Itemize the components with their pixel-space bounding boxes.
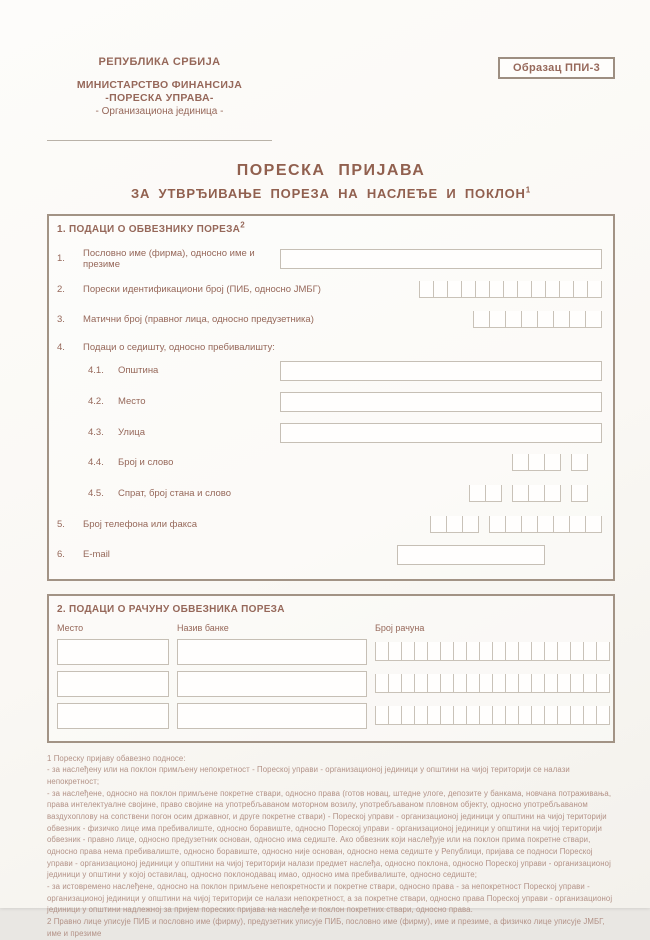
digit-cell[interactable] [414, 642, 428, 661]
digit-cell[interactable] [537, 311, 554, 328]
digit-cell[interactable] [492, 674, 506, 693]
column-header-place: Место [57, 622, 84, 633]
form-title: ПОРЕСКА ПРИЈАВА [236, 161, 426, 179]
digit-cell[interactable] [553, 516, 570, 533]
footnote-line: - за наслеђену или на поклон примљену непокретност - Пореској управи - организационој јединици у општини на чијој територији се налази непокретност; [47, 765, 570, 786]
digit-cell[interactable] [489, 281, 504, 298]
opstina-label: Општина [118, 365, 159, 376]
digit-cell[interactable] [466, 642, 480, 661]
digit-cell[interactable] [489, 516, 506, 533]
footnotes-block [47, 753, 615, 940]
telefon-digit-boxes [430, 516, 602, 533]
digit-cell[interactable] [585, 311, 602, 328]
row-opstina [57, 361, 602, 381]
digit-cell[interactable] [466, 674, 480, 693]
row-business-name [57, 248, 602, 270]
row-number: 1. [57, 253, 65, 264]
digit-cell[interactable] [521, 516, 538, 533]
section-account-data [47, 594, 615, 743]
opstina-field[interactable] [280, 361, 602, 381]
digit-cell[interactable] [570, 642, 584, 661]
telefon-label: Број телефона или факса [83, 518, 198, 530]
digit-cell[interactable] [505, 642, 519, 661]
digit-cell-group [473, 311, 602, 328]
digit-cell[interactable] [537, 516, 554, 533]
digit-cell[interactable] [469, 485, 486, 502]
digit-cell[interactable] [531, 281, 546, 298]
digit-cell[interactable] [466, 706, 480, 725]
place-field[interactable] [57, 639, 169, 665]
digit-cell[interactable] [557, 706, 571, 725]
footnote-line: 2 Правно лице уписује ПИБ и пословно име (фирму), предузетник уписује ПИБ, пословно име (фирму), име и презиме, а физичко лице уписује ЈМБГ, име и презиме [47, 917, 605, 938]
digit-cell[interactable] [485, 485, 502, 502]
mesto-label: Место [118, 396, 146, 407]
digit-cell[interactable] [446, 516, 463, 533]
digit-cell[interactable] [401, 674, 415, 693]
row-pib [57, 281, 602, 298]
section1-title [57, 220, 602, 235]
row-number: 4.4. [88, 456, 104, 468]
digit-cell[interactable] [453, 706, 467, 725]
digit-cell[interactable] [473, 311, 490, 328]
email-label: E-mail [83, 549, 110, 560]
place-field[interactable] [57, 703, 169, 729]
digit-cell[interactable] [531, 642, 545, 661]
place-field[interactable] [57, 671, 169, 697]
org-unit-write-in-line[interactable] [47, 139, 272, 141]
account-number-digit-boxes [375, 642, 610, 661]
digit-cell[interactable] [492, 706, 506, 725]
digit-cell[interactable] [479, 642, 493, 661]
issuer-country: РЕПУБЛИКА СРБИЈА [98, 56, 221, 68]
row-broj-i-slovo [57, 454, 602, 471]
digit-cell[interactable] [505, 516, 522, 533]
digit-cell-group [512, 454, 561, 471]
email-field[interactable] [397, 545, 545, 565]
digit-cell-group [419, 281, 602, 298]
digit-cell[interactable] [388, 674, 402, 693]
digit-cell[interactable] [375, 642, 389, 661]
issuer-block [47, 56, 272, 141]
business-name-field[interactable] [280, 249, 602, 269]
digit-cell[interactable] [461, 281, 476, 298]
row-number: 4.2. [88, 396, 104, 407]
bank-field[interactable] [177, 671, 367, 697]
row-number: 4.1. [88, 365, 104, 376]
account-table [57, 621, 602, 729]
digit-cell[interactable] [557, 674, 571, 693]
digit-cell-group [489, 516, 602, 533]
digit-cell-group [571, 454, 588, 471]
ulica-label: Улица [118, 427, 145, 438]
broj-i-slovo-digit-boxes [512, 454, 588, 471]
digit-cell[interactable] [427, 674, 441, 693]
digit-cell[interactable] [453, 642, 467, 661]
digit-cell[interactable] [433, 281, 448, 298]
digit-cell[interactable] [505, 311, 522, 328]
digit-cell[interactable] [375, 674, 389, 693]
row-ulica [57, 423, 602, 443]
digit-cell[interactable] [559, 281, 574, 298]
digit-cell[interactable] [427, 706, 441, 725]
digit-cell[interactable] [544, 642, 558, 661]
row-number: 2. [57, 283, 65, 295]
footnote-line: - за истовремено наслеђене, односно на поклон примљене непокретности и покретне ствари, односно права - за непокретност Пореској управи - организационој јединици у општини на чијој територији се налази непокретност, а за покретне ствари, односно права Пореској управи - организационој јединици у општини надлежној за пријем пореских пријава на наслеђе и поклон покретних ствари, односно права. [47, 882, 613, 915]
digit-cell[interactable] [479, 674, 493, 693]
digit-cell[interactable] [505, 706, 519, 725]
digit-cell[interactable] [518, 674, 532, 693]
row-number: 4. [57, 341, 65, 353]
maticni-broj-label: Матични број (правног лица, односно предузетника) [83, 313, 314, 325]
form-subtitle-text: ЗА УТВРЂИВАЊЕ ПОРЕЗА НА НАСЛЕЂЕ И ПОКЛОН [131, 185, 526, 201]
sprat-stan-slovo-label: Спрат, број стана и слово [118, 487, 231, 499]
broj-i-slovo-label: Број и слово [118, 456, 174, 468]
digit-cell[interactable] [440, 706, 454, 725]
digit-cell[interactable] [375, 706, 389, 725]
ulica-field[interactable] [280, 423, 602, 443]
digit-cell[interactable] [596, 642, 610, 661]
digit-cell-group [375, 674, 610, 693]
row-number: 4.3. [88, 427, 104, 438]
digit-cell[interactable] [596, 674, 610, 693]
business-name-label: Пословно име (фирма), односно име и презиме [83, 247, 255, 270]
digit-cell[interactable] [427, 642, 441, 661]
row-residence-header [57, 342, 602, 353]
digit-cell[interactable] [545, 281, 560, 298]
digit-cell[interactable] [430, 516, 447, 533]
issuer-org-unit: - Организациона јединица - [95, 106, 224, 117]
digit-cell-group [430, 516, 479, 533]
digit-cell[interactable] [528, 485, 545, 502]
digit-cell[interactable] [544, 485, 561, 502]
digit-cell[interactable] [518, 642, 532, 661]
account-number-digit-boxes [375, 706, 610, 725]
digit-cell[interactable] [505, 674, 519, 693]
digit-cell[interactable] [419, 281, 434, 298]
column-header-account: Број рачуна [375, 622, 425, 633]
footnote-line: - за наслеђене, односно на поклон примљене покретне ствари, односно права (готов новац, штедне улоге, депозите у банкама, новчана потраживања, права интелектуалне својине, право својине на употребљаваном моторном возилу, употребљаваном пловном објекту, односно употребљаваном ваздухоплову на сопствени погон осим државног, и друге покретне ствари) - Пореској управи - организационој јединици у општини на чијој територији обвезник - физичко лице има пребивалиште, односно боравиште, односно Пореској управи - организационој јединици у општини на чијој територији обвезник - правно лице, односно предузетник основан, односно има седиште. Ако обвезник који наслеђује или на поклон прима покретне ствари, односно права нема пребивалиште, односно боравиште, односно није основан, односно нема седиште у Републици, пријава се подноси Пореској управи - организационој јединици у општини на чијој територији налази предмет наслеђа, односно поклона, односно Пореској управи - организационој јединици у општини у којој оставилац, односно поклонодавац имао, односно има пребивалиште, односно седиште; [47, 788, 612, 880]
digit-cell[interactable] [388, 706, 402, 725]
digit-cell[interactable] [571, 485, 588, 502]
digit-cell[interactable] [585, 516, 602, 533]
digit-cell[interactable] [440, 674, 454, 693]
pib-label: Порески идентификациони број (ПИБ, односно ЈМБГ) [83, 283, 321, 295]
digit-cell[interactable] [401, 706, 415, 725]
row-number: 5. [57, 518, 65, 530]
digit-cell[interactable] [517, 281, 532, 298]
digit-cell[interactable] [518, 706, 532, 725]
digit-cell[interactable] [453, 674, 467, 693]
digit-cell[interactable] [492, 642, 506, 661]
digit-cell[interactable] [531, 674, 545, 693]
sprat-stan-slovo-digit-boxes [469, 485, 588, 502]
digit-cell[interactable] [553, 311, 570, 328]
digit-cell-group [375, 706, 610, 725]
maticni-broj-digit-boxes [473, 311, 602, 328]
digit-cell[interactable] [512, 454, 529, 471]
digit-cell[interactable] [521, 311, 538, 328]
digit-cell[interactable] [544, 674, 558, 693]
digit-cell[interactable] [512, 485, 529, 502]
digit-cell-group [375, 642, 610, 661]
digit-cell-group [571, 485, 588, 502]
form-code-badge: Образац ППИ-3 [498, 57, 615, 79]
row-telefon [57, 516, 602, 533]
section-taxpayer-data [47, 214, 615, 581]
digit-cell[interactable] [528, 454, 545, 471]
row-sprat-stan-slovo [57, 485, 602, 502]
digit-cell[interactable] [414, 706, 428, 725]
digit-cell[interactable] [414, 674, 428, 693]
digit-cell[interactable] [544, 706, 558, 725]
form-header [47, 56, 615, 141]
digit-cell[interactable] [489, 311, 506, 328]
section2-title: 2. ПОДАЦИ О РАЧУНУ ОБВЕЗНИКА ПОРЕЗА [57, 603, 285, 615]
account-number-digit-boxes [375, 674, 610, 693]
digit-cell[interactable] [570, 674, 584, 693]
form-title-block [47, 162, 615, 201]
row-mesto [57, 392, 602, 412]
residence-header-label: Подаци о седишту, односно пребивалишту: [83, 341, 275, 353]
row-maticni-broj [57, 311, 602, 328]
section1-title-text: 1. ПОДАЦИ О ОБВЕЗНИКУ ПОРЕЗА [57, 223, 241, 235]
digit-cell[interactable] [531, 706, 545, 725]
row-number: 3. [57, 313, 65, 325]
digit-cell-group [512, 485, 561, 502]
footnote-ref-1: 1 [525, 185, 531, 195]
digit-cell[interactable] [388, 642, 402, 661]
digit-cell[interactable] [440, 642, 454, 661]
form-subtitle [47, 186, 615, 201]
footnote-ref-2: 2 [240, 220, 245, 230]
mesto-field[interactable] [280, 392, 602, 412]
bank-field[interactable] [177, 703, 367, 729]
digit-cell[interactable] [583, 706, 597, 725]
digit-cell[interactable] [401, 642, 415, 661]
digit-cell[interactable] [583, 674, 597, 693]
pib-digit-boxes [419, 281, 602, 298]
digit-cell[interactable] [503, 281, 518, 298]
digit-cell[interactable] [596, 706, 610, 725]
digit-cell[interactable] [462, 516, 479, 533]
digit-cell-group [469, 485, 502, 502]
row-number: 4.5. [88, 487, 104, 499]
row-number: 6. [57, 549, 65, 560]
bank-field[interactable] [177, 639, 367, 665]
digit-cell[interactable] [570, 706, 584, 725]
digit-cell[interactable] [544, 454, 561, 471]
digit-cell[interactable] [447, 281, 462, 298]
digit-cell[interactable] [475, 281, 490, 298]
digit-cell[interactable] [569, 311, 586, 328]
digit-cell[interactable] [569, 516, 586, 533]
digit-cell[interactable] [573, 281, 588, 298]
digit-cell[interactable] [571, 454, 588, 471]
issuer-ministry: МИНИСТАРСТВО ФИНАНСИЈА [76, 78, 243, 91]
digit-cell[interactable] [557, 642, 571, 661]
digit-cell[interactable] [587, 281, 602, 298]
footnote-line: 1 Пореску пријаву обавезно подносе: [47, 753, 186, 763]
issuer-tax-administration: -ПОРЕСКА УПРАВА- [105, 91, 214, 104]
digit-cell[interactable] [479, 706, 493, 725]
row-email [57, 545, 602, 565]
column-header-bank: Назив банке [177, 622, 229, 633]
digit-cell[interactable] [583, 642, 597, 661]
